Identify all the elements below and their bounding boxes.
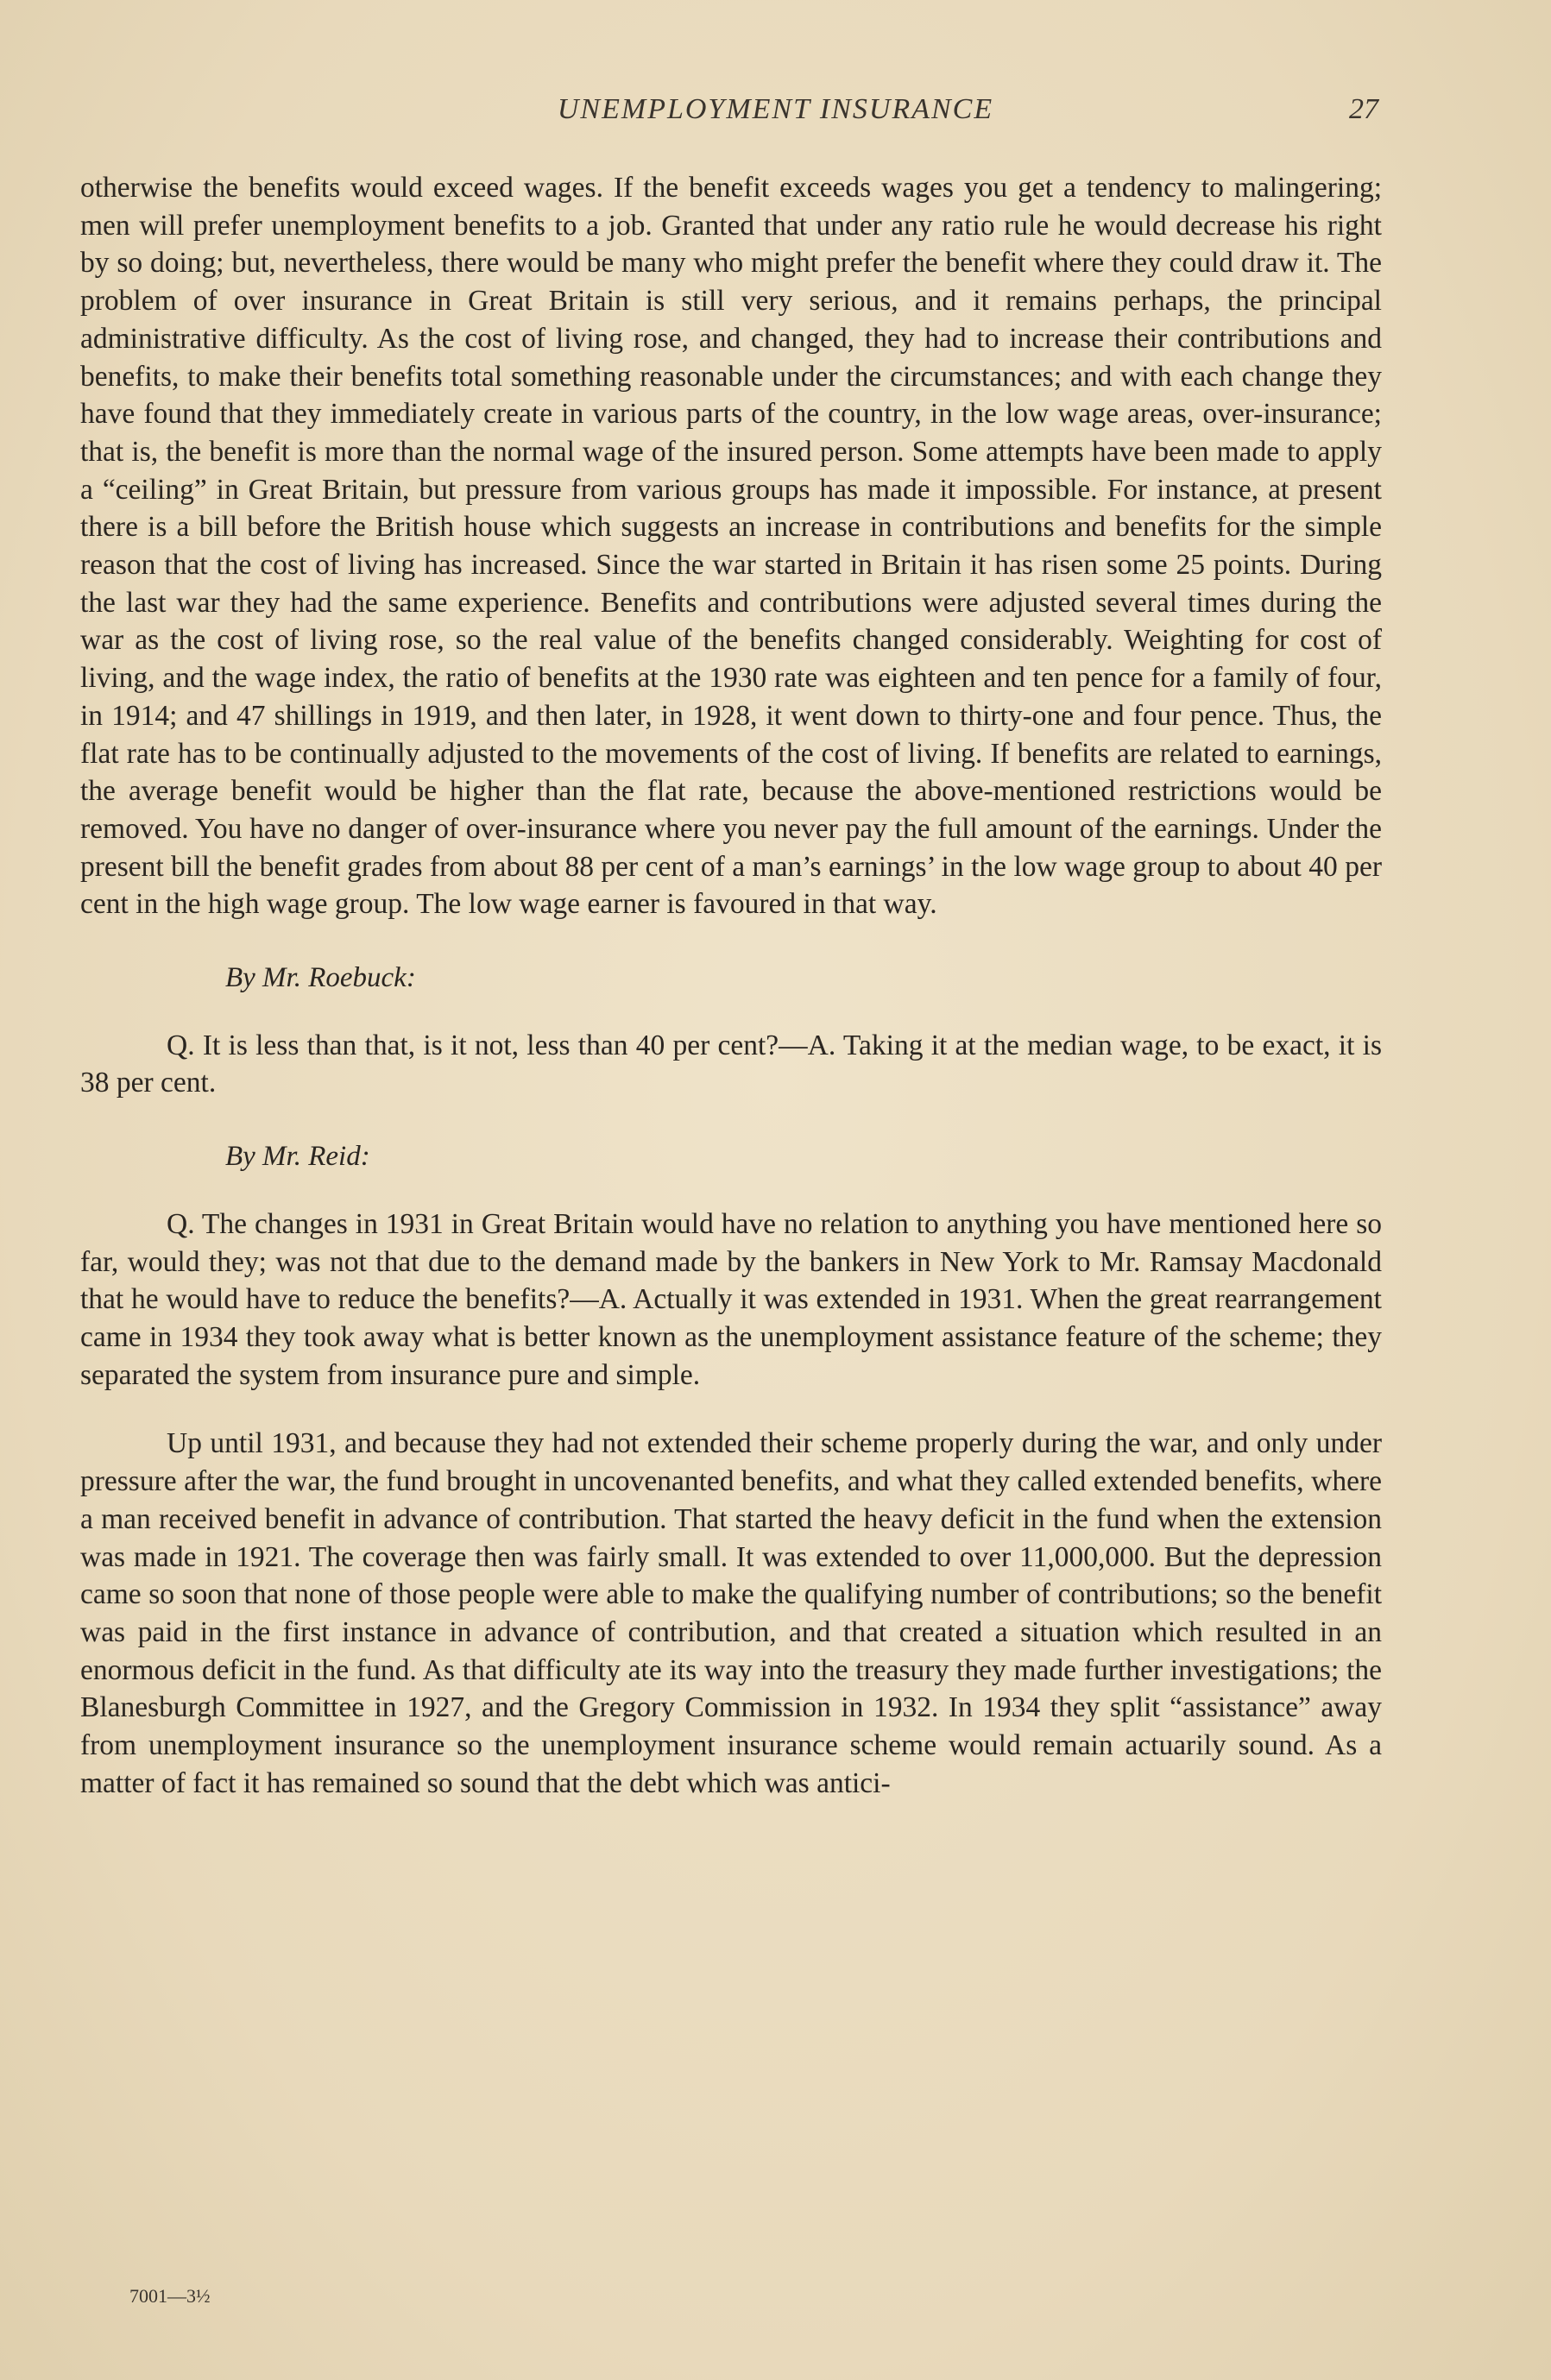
speaker-heading-roebuck: By Mr. Roebuck: xyxy=(225,962,416,994)
paragraph-4: Up until 1931, and because they had not extended their scheme properly during the war, and only under pressure after the war, the fund brought in uncovenanted benefits, and what they called extended benefits, where a man received benefit in advance of contribution. That started the heavy deficit in the fund when the extension was made in 1921. The coverage then was fairly small. It was extended to over 11,000,000. But the depression came so soon that none of those people were able to make the qualifying number of contributions; so the benefit was paid in the first instance in advance of contribution, and that created a situation which resulted in an enormous deficit in the fund. As that difficulty ate its way into the treasury they made further investigations; the Blanesburgh Committee in 1927, and the Gregory Commission in 1932. In 1934 they split “assistance” away from unemployment insurance so the unemployment insurance scheme would remain actuarily sound. As a matter of fact it has remained so sound that the debt which was antici- xyxy=(80,1427,1382,1799)
paragraph-3: Q. The changes in 1931 in Great Britain would have no relation to anything you have mentioned here so far, would they; was not that due to the demand made by the bankers in New York to Mr. Ramsay Macdonald that he would have to reduce the benefits?—A. Actually it was extended in 1931. When the great rearrangement came in 1934 they took away what is better known as the unemployment assistance feature of the scheme; they separated the system from insurance pure and simple. xyxy=(80,1207,1382,1391)
page-body xyxy=(80,169,1382,1802)
page-header xyxy=(0,93,1551,136)
paragraph-1: otherwise the benefits would exceed wages. If the benefit exceeds wages you get a tendency to malingering; men will prefer unemployment benefits to a job. Granted that under any ratio rule he would decrease his right by so doing; but, nevertheless, there would be many who might prefer the benefit where they could draw it. The problem of over insurance in Great Britain is still very serious, and it remains perhaps, the principal administrative difficulty. As the cost of living rose, and changed, they had to increase their contributions and benefits, to make their benefits total something reasonable under the circumstances; and with each change they have found that they immediately create in various parts of the country, in the low wage areas, over-insurance; that is, the benefit is more than the normal wage of the insured person. Some attempts have been made to apply a “ceiling” in Great Britain, but pressure from various groups has made it impossible. For instance, at present there is a bill before the British house which suggests an increase in contributions and benefits for the simple reason that the cost of living has increased. Since the war started in Britain it has risen some 25 points. During the last war they had the same experience. Benefits and contributions were adjusted several times during the war as the cost of living rose, so the real value of the benefits changed considerably. Weighting for cost of living, and the wage index, the ratio of benefits at the 1930 rate was eighteen and ten pence for a family of four, in 1914; and 47 shillings in 1919, and then later, in 1928, it went down to thirty-one and four pence. Thus, the flat rate has to be continually adjusted to the movements of the cost of living. If benefits are related to earnings, the average benefit would be higher than the flat rate, because the above-mentioned restrictions would be removed. You have no danger of over-insurance where you never pay the full amount of the earnings. Under the present bill the benefit grades from about 88 per cent of a man’s earnings’ in the low wage group to about 40 per cent in the high wage group. The low wage earner is favoured in that way. xyxy=(80,172,1382,921)
speaker-heading-reid: By Mr. Reid: xyxy=(225,1141,370,1173)
signature-mark: 7001—3½ xyxy=(129,2285,211,2307)
running-title: UNEMPLOYMENT INSURANCE xyxy=(557,93,994,125)
page-number: 27 xyxy=(1349,93,1378,125)
paragraph-2: Q. It is less than that, is it not, less than 40 per cent?—A. Taking it at the median wage, to be exact, it is 38 per cent. xyxy=(80,1029,1382,1099)
